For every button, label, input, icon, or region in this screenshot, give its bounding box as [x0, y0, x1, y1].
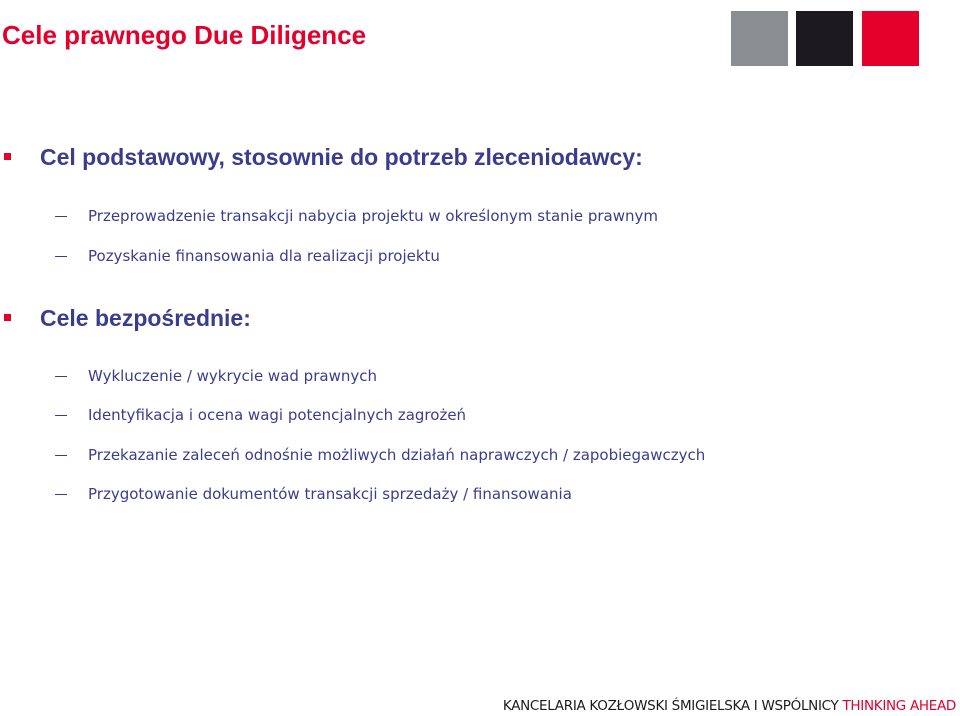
footer-company: KANCELARIA KOZŁOWSKI ŚMIGIELSKA I WSPÓLNICY: [502, 698, 839, 714]
list-item-text: Przekazanie zaleceń odnośnie możliwych działań naprawczych / zapobiegawczych: [88, 446, 706, 464]
dash-bullet-icon: [55, 256, 67, 257]
list-item-text: Wykluczenie / wykrycie wad prawnych: [88, 367, 377, 385]
list-item: [0, 364, 900, 388]
list-item-text: Przygotowanie dokumentów transakcji sprzedaży / finansowania: [88, 485, 572, 503]
dash-bullet-icon: [55, 216, 67, 217]
footer: [503, 698, 956, 714]
list-item: [0, 482, 900, 506]
square-bullet-icon: [4, 153, 11, 160]
list-item-text: Przeprowadzenie transakcji nabycia projektu w określonym stanie prawnym: [88, 207, 658, 225]
page-title: Cele prawnego Due Diligence: [2, 20, 367, 50]
logo-square-red: [862, 11, 919, 66]
section-heading-primary: [0, 141, 900, 173]
section-heading-text: Cele bezpośrednie:: [40, 305, 251, 331]
section-heading-text: Cel podstawowy, stosownie do potrzeb zleceniodawcy:: [40, 144, 643, 170]
list-item: [0, 244, 900, 268]
square-bullet-icon: [4, 314, 11, 321]
dash-bullet-icon: [55, 376, 67, 377]
logo-square-grey: [731, 11, 788, 66]
dash-bullet-icon: [55, 455, 67, 456]
dash-bullet-icon: [55, 494, 67, 495]
footer-tagline: THINKING AHEAD: [842, 698, 956, 714]
section-heading-secondary: [0, 302, 900, 334]
list-item-text: Pozyskanie finansowania dla realizacji projektu: [88, 247, 440, 265]
list-item-text: Identyfikacja i ocena wagi potencjalnych zagrożeń: [88, 406, 467, 424]
list-item: [0, 204, 900, 228]
logo-square-black: [796, 11, 853, 66]
list-item: [0, 403, 900, 427]
dash-bullet-icon: [55, 415, 67, 416]
list-item: [0, 443, 900, 467]
